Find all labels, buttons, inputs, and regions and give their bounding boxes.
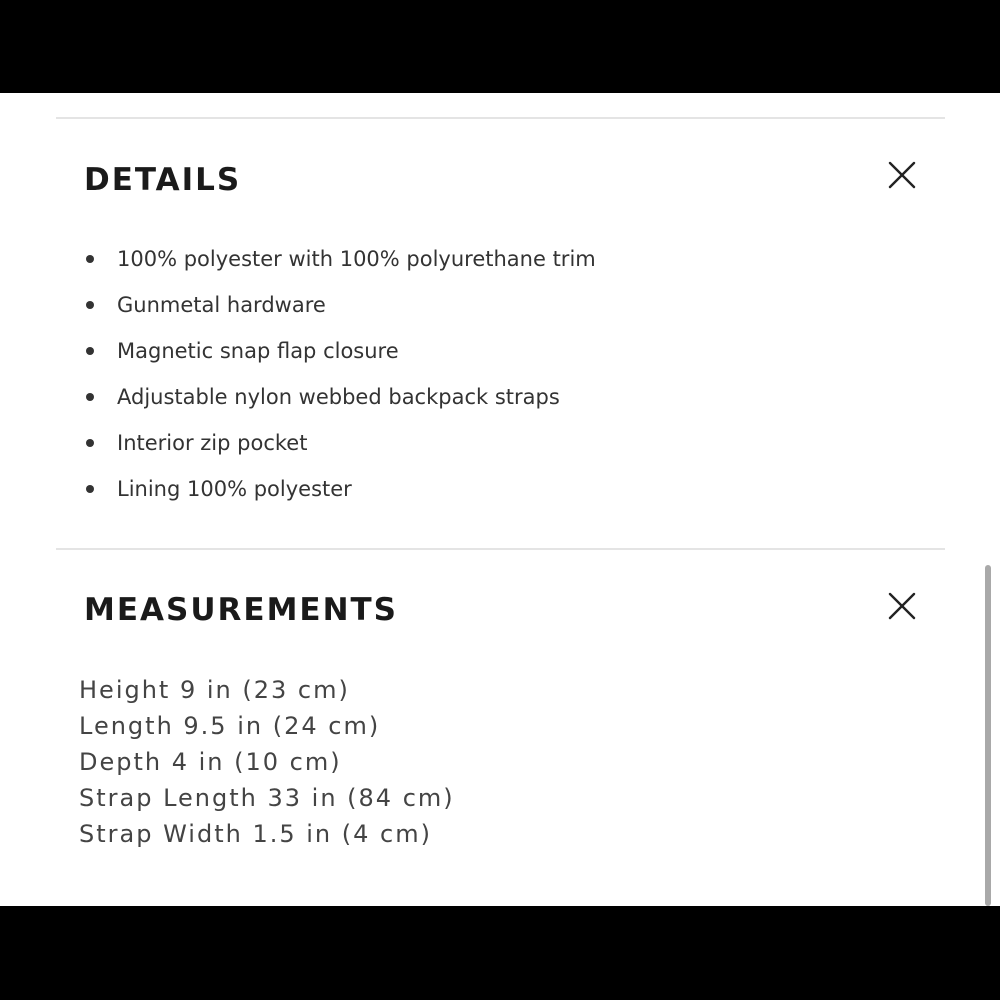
- list-item: [84, 473, 596, 519]
- list-item: [84, 289, 596, 335]
- measurement-strap-length: Strap Length 33 in (84 cm): [79, 784, 455, 812]
- top-divider: [56, 117, 945, 119]
- bullet-icon: [86, 439, 94, 447]
- measurements-heading[interactable]: MEASUREMENTS: [84, 592, 399, 628]
- section-divider: [56, 548, 945, 550]
- detail-text: 100% polyester with 100% polyurethane trim: [117, 247, 596, 271]
- measurement-strap-width: Strap Width 1.5 in (4 cm): [79, 820, 432, 848]
- bullet-icon: [86, 485, 94, 493]
- bullet-icon: [86, 393, 94, 401]
- measurement-height: Height 9 in (23 cm): [79, 676, 350, 704]
- list-item: [84, 381, 596, 427]
- detail-text: Magnetic snap flap closure: [117, 339, 399, 363]
- bullet-icon: [86, 255, 94, 263]
- measurement-depth: Depth 4 in (10 cm): [79, 748, 342, 776]
- measurements-close-button[interactable]: [884, 588, 920, 624]
- measurement-length: Length 9.5 in (24 cm): [79, 712, 381, 740]
- bullet-icon: [86, 347, 94, 355]
- detail-text: Gunmetal hardware: [117, 293, 326, 317]
- measurements-list: [79, 672, 455, 852]
- close-icon: [884, 157, 920, 193]
- detail-text: Interior zip pocket: [117, 431, 308, 455]
- details-heading[interactable]: DETAILS: [84, 162, 242, 198]
- detail-text: Adjustable nylon webbed backpack straps: [117, 385, 560, 409]
- list-item: [84, 427, 596, 473]
- close-icon: [884, 588, 920, 624]
- details-close-button[interactable]: [884, 157, 920, 193]
- list-item: [84, 335, 596, 381]
- bullet-icon: [86, 301, 94, 309]
- product-info-panel: [0, 93, 1000, 906]
- scrollbar-thumb[interactable]: [985, 565, 991, 906]
- detail-text: Lining 100% polyester: [117, 477, 352, 501]
- details-list: [84, 243, 596, 519]
- list-item: [84, 243, 596, 289]
